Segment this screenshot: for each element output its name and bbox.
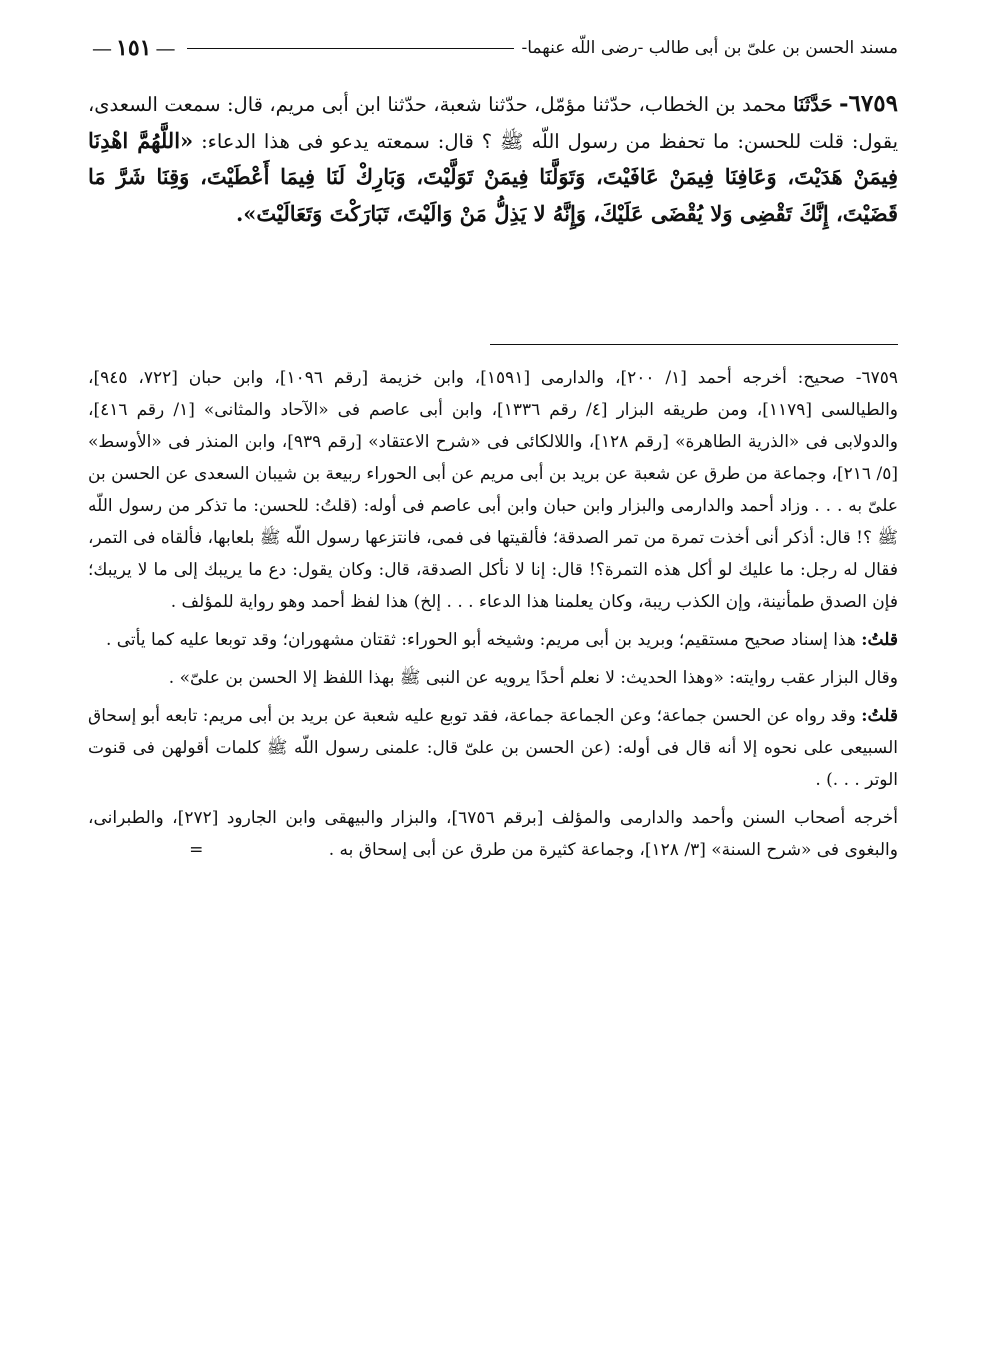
continuation-mark: = — [189, 840, 204, 860]
page-number-dash-right: — — [92, 36, 112, 60]
header-rule — [187, 48, 513, 49]
note-label-2: قلتُ: — [861, 630, 898, 650]
note-text-1: أخرجه أحمد [١/ ٢٠٠]، والدارمى [١٥٩١]، وابن خزيمة [رقم ١٠٩٦]، وابن حبان [٧٢٢، ٩٤٥]، والطيالسى [١١٧٩]، ومن طريقه البزار [٤/ رقم ١٣٣٦]، وابن أبى عاصم فى «الآحاد والمثانى» [١/ رقم ٤١٦]، والدولابى فى «الذرية الطاهرة» [رقم ١٢٨]، واللالكائى فى «شرح الاعتقاد» [رقم ٩٣٩]، وابن المنذر فى «الأوسط» [٥/ ٢١٦]، وجماعة من طرق عن شعبة عن بريد بن أبى مريم عن أبى الحوراء ربيعة بن شيبان السعدى عن الحسن بن علىّ به . . . وزاد أحمد والدارمى والبزار وابن حبان وابن أبى عاصم فى أوله: (قلتُ: للحسن: ما تذكر من رسول اللّه ﷺ ؟! قال: أذكر أنى أخذت تمرة من تمر الصدقة؛ فألقيتها فى فمى، فانتزعها رسول اللّه ﷺ بلعابها، فألقاه فى التمر، فقال له رجل: ما عليك لو أكل هذه التمرة؟! قال: إنا لا نأكل الصدقة، قال: وكان يقول: دع ما يريبك إلى ما لا يريبك؛ فإن الصدق طمأنينة، وإن الكذب ريبة، وكان يعلمنا هذا الدعاء . . . إلخ) هذا لفظ أحمد وهو رواية للمؤلف . — [88, 368, 899, 612]
note-paragraph-1 — [88, 362, 898, 618]
note-paragraph-5 — [88, 802, 898, 866]
footnote-separator — [490, 344, 898, 345]
page-number: ١٥١ — [116, 35, 152, 61]
footnotes — [88, 362, 898, 872]
note-text-2: هذا إسناد صحيح مستقيم؛ وبريد بن أبى مريم: وشيخه أبو الحوراء: ثقتان مشهوران؛ وقد توبعا عليه كما يأتى . — [105, 630, 856, 650]
note-paragraph-3 — [88, 662, 898, 694]
note-label-1: ٦٧٥٩- صحيح: — [797, 368, 898, 388]
page-header — [88, 30, 898, 66]
note-label-4: قلتُ: — [861, 706, 899, 726]
note-text-4: وقد رواه عن الحسن جماعة؛ وعن الجماعة جماعة، فقد توبع عليه شعبة عن بريد بن أبى مريم: تابعه أبو إسحاق السبيعى على نحوه إلا أنه قال فى أوله: (عن الحسن بن علىّ قال: علمنى رسول اللّه ﷺ كلمات أقولهن فى قنوت الوتر . . .) . — [88, 706, 898, 790]
note-paragraph-2 — [88, 624, 898, 656]
note-text-3: وقال البزار عقب روايته: «وهذا الحديث: لا نعلم أحدًا يرويه عن النبى ﷺ بهذا اللفظ إلا الحسن بن علىّ» . — [168, 668, 898, 688]
running-title: مسند الحسن بن علىّ بن أبى طالب -رضى اللّه عنهما- — [521, 38, 898, 58]
note-text-5: أخرجه أصحاب السنن وأحمد والدارمى والمؤلف [برقم ٦٧٥٦]، والبزار والبيهقى وابن الجارود [٢٧٢]، والطبرانى، والبغوى فى «شرح السنة» [٣/ ١٢٨]، وجماعة كثيرة من طرق عن أبى إسحاق به . — [88, 808, 899, 860]
hadith-lead: حَدَّثَنَا — [793, 93, 833, 116]
note-paragraph-4 — [88, 700, 898, 796]
page-number-dash-left: — — [155, 36, 176, 60]
hadith-isnad: محمد بن الخطاب، حدّثنا مؤمّل، حدّثنا شعبة، حدّثنا ابن أبى مريم، قال: سمعت السعدى، يقول: قلت للحسن: ما تحفظ من رسول اللّه ﷺ ؟ قال: سمعته يدعو فى هذا الدعاء: — [88, 93, 898, 153]
hadith-text — [88, 86, 898, 232]
hadith-dua: «اللَّهُمَّ اهْدِنَا فِيمَنْ هَدَيْتَ، وَعَافِنَا فِيمَنْ عَافَيْتَ، وَتَوَلَّنَا فِيمَنْ تَوَلَّيْتَ، وَبَارِكْ لَنَا فِيمَا أَعْطَيْتَ، وَقِنَا شَرَّ مَا قَضَيْتَ، إِنَّكَ تَقْضِى وَلا يُقْضَى عَلَيْكَ، وَإِنَّهُ لا يَذِلُّ مَنْ وَالَيْتَ، تَبَارَكْتَ وَتَعَالَيْتَ». — [88, 127, 898, 226]
hadith-number: ٦٧٥٩- — [839, 90, 898, 117]
